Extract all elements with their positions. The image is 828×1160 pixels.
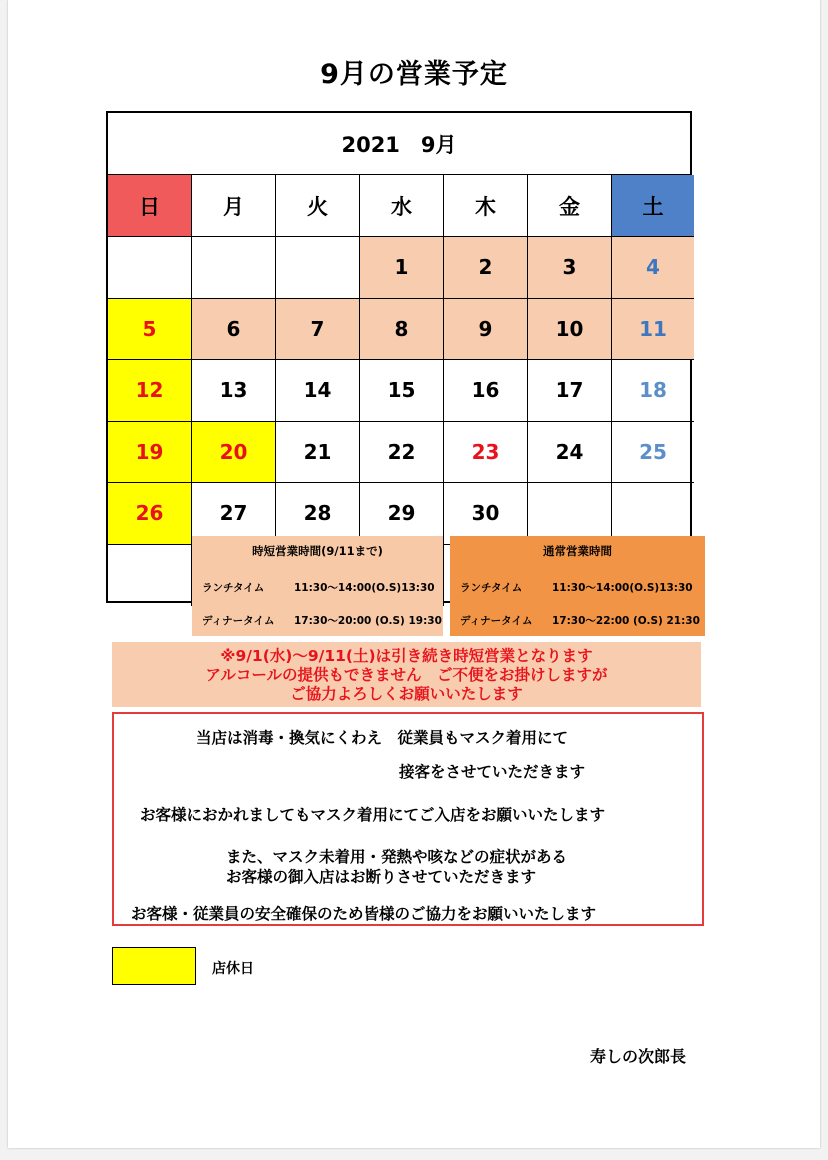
calendar-day: 29 bbox=[360, 483, 444, 545]
normal-hours-lunch-label: ランチタイム bbox=[460, 582, 523, 594]
calendar-day: 16 bbox=[444, 360, 528, 422]
notice-line: ご協力よろしくお願いいたします bbox=[290, 685, 523, 703]
closed-day-legend-label: 店休日 bbox=[212, 961, 254, 977]
calendar-day: 5 bbox=[108, 299, 192, 361]
calendar-day: 10 bbox=[528, 299, 612, 361]
normal-hours-title: 通常営業時間 bbox=[543, 544, 612, 558]
calendar-day: 19 bbox=[108, 422, 192, 484]
calendar-day: 14 bbox=[276, 360, 360, 422]
calendar-day: 13 bbox=[192, 360, 276, 422]
info-line: お客様の御入店はお断りさせていただきます bbox=[226, 868, 537, 886]
short-hours-title: 時短営業時間(9/11まで) bbox=[252, 544, 383, 558]
calendar-day: 9 bbox=[444, 299, 528, 361]
notice-line: ※9/1(水)～9/11(土)は引き続き時短営業となります bbox=[220, 647, 593, 665]
calendar-day: 27 bbox=[192, 483, 276, 545]
calendar-day: 25 bbox=[612, 422, 694, 484]
short-hours-dinner-time: 17:30～20:00 (O.S) 19:30 bbox=[294, 615, 442, 627]
weekday-header: 日 bbox=[108, 175, 192, 237]
calendar-day: 21 bbox=[276, 422, 360, 484]
calendar-day: 24 bbox=[528, 422, 612, 484]
calendar bbox=[106, 111, 692, 603]
calendar-day: 17 bbox=[528, 360, 612, 422]
short-hours-lunch-label: ランチタイム bbox=[202, 582, 265, 594]
info-line: また、マスク未着用・発熱や咳などの症状がある bbox=[226, 848, 568, 866]
calendar-empty-cell bbox=[192, 237, 276, 299]
calendar-day: 18 bbox=[612, 360, 694, 422]
closed-day-legend-swatch bbox=[112, 947, 196, 985]
weekday-header: 水 bbox=[360, 175, 444, 237]
calendar-day: 22 bbox=[360, 422, 444, 484]
calendar-day: 1 bbox=[360, 237, 444, 299]
normal-hours-lunch-time: 11:30～14:00(O.S)13:30 bbox=[552, 582, 693, 594]
calendar-day: 11 bbox=[612, 299, 694, 361]
store-signature: 寿しの次郎長 bbox=[590, 1047, 687, 1066]
calendar-empty-cell bbox=[108, 237, 192, 299]
page bbox=[8, 0, 820, 1148]
calendar-day: 7 bbox=[276, 299, 360, 361]
normal-hours-dinner-label: ディナータイム bbox=[460, 615, 533, 627]
calendar-empty-cell bbox=[108, 545, 192, 607]
calendar-day: 20 bbox=[192, 422, 276, 484]
short-hours-dinner-label: ディナータイム bbox=[202, 615, 275, 627]
normal-hours-box bbox=[450, 536, 705, 636]
calendar-day: 23 bbox=[444, 422, 528, 484]
weekday-header: 火 bbox=[276, 175, 360, 237]
page-title: 9月の営業予定 bbox=[320, 59, 508, 90]
calendar-day: 26 bbox=[108, 483, 192, 545]
short-hours-lunch-time: 11:30～14:00(O.S)13:30 bbox=[294, 582, 435, 594]
calendar-day: 3 bbox=[528, 237, 612, 299]
normal-hours-dinner-time: 17:30～22:00 (O.S) 21:30 bbox=[552, 615, 700, 627]
calendar-header: 2021 9月 bbox=[108, 113, 690, 175]
info-line: 当店は消毒・換気にくわえ 従業員もマスク着用にて bbox=[196, 729, 569, 747]
short-hours-dinner-row bbox=[202, 613, 442, 628]
short-hours-lunch-row bbox=[202, 580, 435, 595]
safety-info-box bbox=[112, 712, 704, 926]
weekday-header: 土 bbox=[612, 175, 694, 237]
calendar-day: 6 bbox=[192, 299, 276, 361]
weekday-header: 金 bbox=[528, 175, 612, 237]
calendar-day: 30 bbox=[444, 483, 528, 545]
normal-hours-lunch-row bbox=[460, 580, 693, 595]
calendar-day: 2 bbox=[444, 237, 528, 299]
info-line: 接客をさせていただきます bbox=[399, 763, 586, 781]
weekday-header: 木 bbox=[444, 175, 528, 237]
calendar-day: 15 bbox=[360, 360, 444, 422]
weekday-header: 月 bbox=[192, 175, 276, 237]
info-line: お客様におかれましてもマスク着用にてご入店をお願いいたします bbox=[140, 806, 606, 824]
calendar-empty-cell bbox=[276, 237, 360, 299]
info-line: お客様・従業員の安全確保のため皆様のご協力をお願いいたします bbox=[131, 905, 597, 923]
notice-line: アルコールの提供もできません ご不便をお掛けしますが bbox=[205, 666, 608, 684]
normal-hours-dinner-row bbox=[460, 613, 700, 628]
calendar-day: 28 bbox=[276, 483, 360, 545]
calendar-day: 12 bbox=[108, 360, 192, 422]
short-hours-notice bbox=[112, 642, 701, 707]
short-hours-box bbox=[192, 536, 443, 636]
calendar-day: 4 bbox=[612, 237, 694, 299]
calendar-day: 8 bbox=[360, 299, 444, 361]
